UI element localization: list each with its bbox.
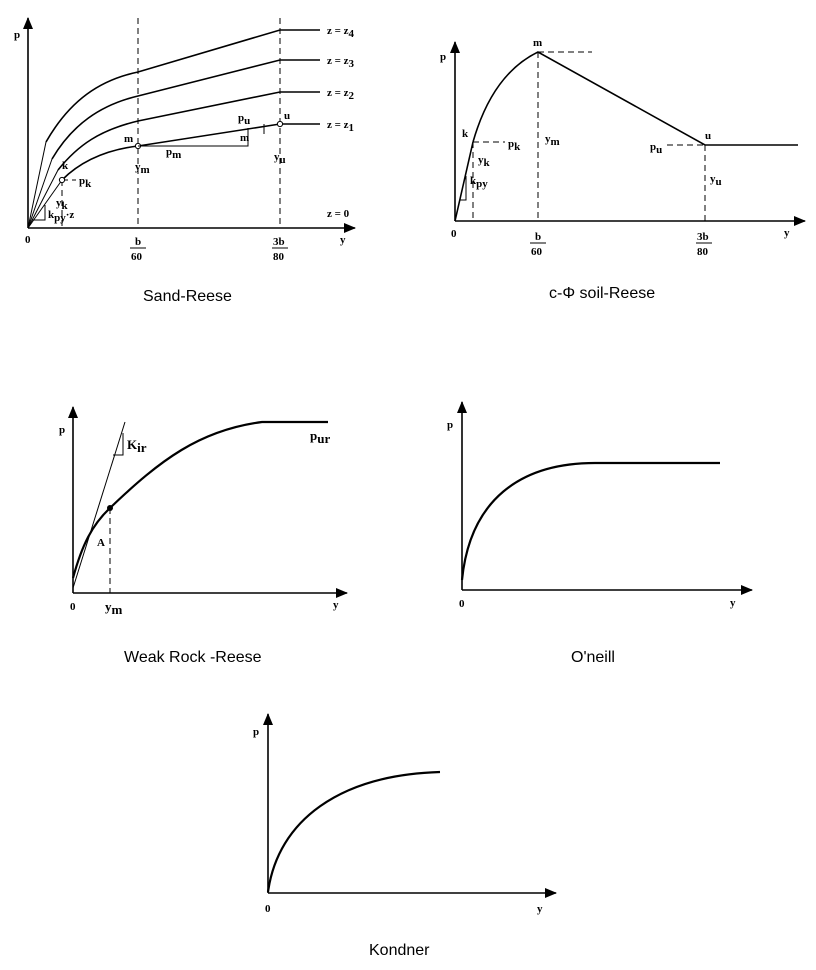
sand-curve-label-z2: z = z2 xyxy=(327,87,355,102)
cphi-m-label: m xyxy=(533,37,543,49)
kondner-caption: Kondner xyxy=(369,942,430,959)
sand-ym-label: ym xyxy=(135,161,150,176)
sand-tick1-numerator: b xyxy=(135,236,142,248)
oneill-y-axis-label: y xyxy=(730,597,736,609)
sand-pu-label: pu xyxy=(238,112,251,127)
cphi-origin-label: 0 xyxy=(451,228,457,240)
sand-reese-panel xyxy=(14,18,355,305)
sand-z0-label: z = 0 xyxy=(327,208,350,220)
cphi-tick1-numerator: b xyxy=(535,231,542,243)
sand-curve-label-z1: z = z1 xyxy=(327,119,355,134)
sand-tick2-numerator: 3b xyxy=(273,236,285,248)
cphi-pk-label: pk xyxy=(508,138,521,153)
cphi-kpy-label: kpy xyxy=(470,175,488,190)
cphi-tick1-denominator: 60 xyxy=(531,246,542,258)
weak-rock-reese-caption: Weak Rock -Reese xyxy=(124,649,262,666)
kondner-panel xyxy=(253,714,556,959)
rock-curve xyxy=(73,422,331,578)
sand-m-label: m xyxy=(124,133,134,145)
cphi-ym-label: ym xyxy=(545,133,560,148)
sand-curve-z1 xyxy=(62,124,320,180)
rock-origin-label: 0 xyxy=(70,601,76,613)
sand-kpy-label: kpy·z xyxy=(48,209,75,224)
sand-tick1-denominator: 60 xyxy=(131,251,142,263)
rock-kir-label: Kir xyxy=(127,437,147,455)
rock-p-axis-label: p xyxy=(59,424,66,436)
sand-curve-label-z4: z = z4 xyxy=(327,25,355,40)
sand-origin-label: 0 xyxy=(25,234,31,246)
sand-y-axis-label: y xyxy=(340,234,346,246)
c-phi-reese-panel xyxy=(440,37,805,302)
sand-m2-label: m xyxy=(240,132,250,144)
cphi-yu-label: yu xyxy=(710,173,722,188)
oneill-origin-label: 0 xyxy=(459,598,465,610)
cphi-u-label: u xyxy=(705,130,712,142)
oneill-panel xyxy=(447,402,752,666)
cphi-y-axis-label: y xyxy=(784,227,790,239)
rock-tangent-line xyxy=(73,422,125,588)
cphi-pu-label: pu xyxy=(650,141,663,156)
sand-u-label: u xyxy=(284,110,291,122)
cphi-yk-label: yk xyxy=(478,154,490,169)
sand-reese-caption: Sand-Reese xyxy=(143,288,232,305)
c-phi-reese-caption: c-Φ soil-Reese xyxy=(549,285,656,302)
sand-k-label: k xyxy=(62,160,69,172)
rock-pur-label: pur xyxy=(310,428,331,446)
sand-pm-label: pm xyxy=(166,146,182,161)
kondner-y-axis-label: y xyxy=(537,903,543,915)
cphi-curve xyxy=(473,52,798,145)
kondner-p-axis-label: p xyxy=(253,726,260,738)
cphi-k-label: k xyxy=(462,128,469,140)
oneill-p-axis-label: p xyxy=(447,419,454,431)
oneill-caption: O'neill xyxy=(571,649,615,666)
weak-rock-reese-panel xyxy=(59,407,347,666)
oneill-curve xyxy=(462,463,720,580)
sand-p-axis-label: p xyxy=(14,29,21,41)
rock-ym-label: ym xyxy=(105,599,123,617)
rock-y-axis-label: y xyxy=(333,599,339,611)
cphi-tick2-denominator: 80 xyxy=(697,246,708,258)
cphi-tick2-numerator: 3b xyxy=(697,231,709,243)
sand-point-u xyxy=(277,121,282,126)
cphi-p-axis-label: p xyxy=(440,51,447,63)
sand-pk-label: pk xyxy=(79,175,92,190)
sand-tick2-denominator: 80 xyxy=(273,251,284,263)
rock-a-label: A xyxy=(97,537,105,549)
rock-point-ym xyxy=(107,505,113,511)
sand-yu-label: yu xyxy=(274,151,286,166)
sand-point-k xyxy=(59,177,64,182)
sand-curve-label-z3: z = z3 xyxy=(327,55,355,70)
kondner-origin-label: 0 xyxy=(265,903,271,915)
kondner-curve xyxy=(268,772,440,892)
sand-yk-label: yk xyxy=(56,197,68,212)
